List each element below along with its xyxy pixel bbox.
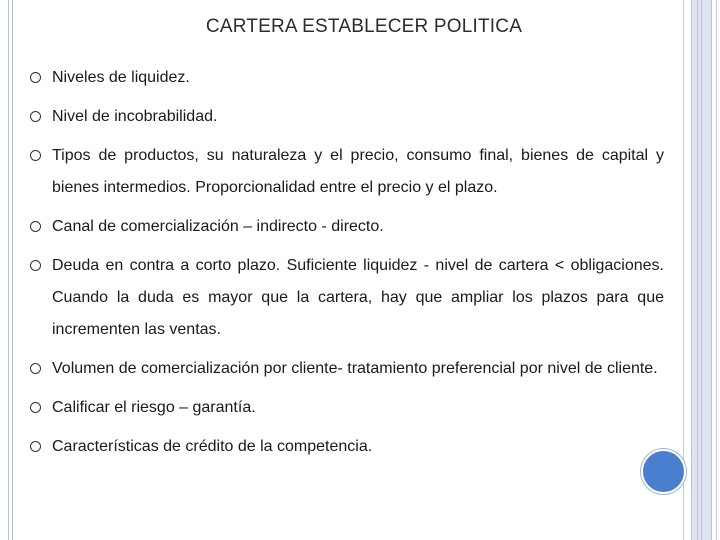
bullet-text: Calificar el riesgo – garantía. <box>52 399 256 416</box>
bullet-text: Niveles de liquidez. <box>52 69 190 86</box>
right-decorative-band <box>691 0 712 540</box>
bullet-circle-icon <box>30 72 41 83</box>
band-line <box>697 0 698 540</box>
bullet-text: Canal de comercialización – indirecto - directo. <box>52 218 384 235</box>
bullet-list <box>30 62 664 463</box>
blue-circle-ornament <box>641 449 686 494</box>
bullet-text: Tipos de productos, su naturaleza y el precio, consumo final, bienes de capital y bienes intermedios. Proporcionalidad entre el precio y el plazo. <box>52 147 664 196</box>
bullet-text: Deuda en contra a corto plazo. Suficiente liquidez - nivel de cartera < obligaciones. Cuando la duda es mayor que la cartera, hay que ampliar los plazos para que incrementen las ventas. <box>52 257 664 338</box>
bullet-text: Nivel de incobrabilidad. <box>52 108 218 125</box>
bullet-circle-icon <box>30 111 41 122</box>
bullet-item <box>30 62 664 94</box>
bullet-item <box>30 392 664 424</box>
bullet-circle-icon <box>30 150 41 161</box>
bullet-circle-icon <box>30 363 41 374</box>
left-border-line <box>8 0 9 540</box>
bullet-item <box>30 101 664 133</box>
bullet-item <box>30 140 664 204</box>
bullet-circle-icon <box>30 260 41 271</box>
right-border-line <box>683 0 684 540</box>
bullet-text: Características de crédito de la competencia. <box>52 438 373 455</box>
bullet-circle-icon <box>30 221 41 232</box>
bullet-circle-icon <box>30 441 41 452</box>
slide-title: CARTERA ESTABLECER POLITICA <box>205 16 523 37</box>
bullet-item <box>30 211 664 243</box>
bullet-text: Volumen de comercialización por cliente- tratamiento preferencial por nivel de cliente. <box>52 360 658 377</box>
bullet-circle-icon <box>30 402 41 413</box>
band-line <box>701 0 702 540</box>
bullet-item <box>30 431 664 463</box>
left-border-line <box>12 0 13 540</box>
bullet-item <box>30 250 664 346</box>
right-edge-line <box>716 0 717 540</box>
bullet-item <box>30 353 664 385</box>
